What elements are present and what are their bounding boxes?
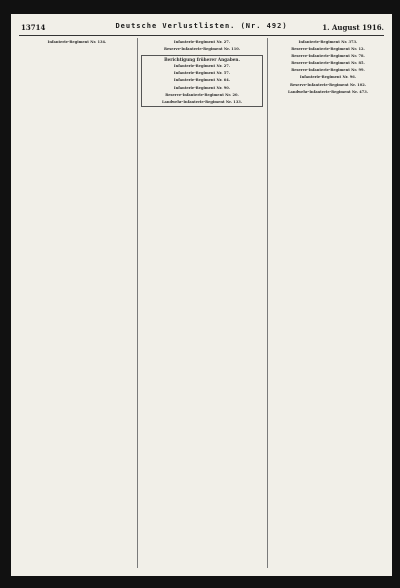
column-divider (267, 38, 268, 568)
column-middle (141, 38, 263, 570)
column-divider (137, 38, 138, 568)
page-header (11, 14, 392, 36)
newspaper-page (11, 14, 392, 576)
column-right (271, 38, 385, 570)
section-heading: Landwehr-Infanterie-Regiment Nr. 473. (288, 89, 368, 94)
section-heading: Reserve-Infanterie-Regiment Nr. 102. (290, 82, 366, 87)
section-heading: Infanterie-Regiment Nr. 373. (298, 40, 358, 44)
page-title: Deutsche Verlustlisten. (Nr. 492) (115, 22, 288, 30)
section-heading: Infanterie-Regiment Nr. 64. (173, 78, 231, 83)
section-heading: Landwehr-Infanterie-Regiment Nr. 133. (162, 99, 242, 104)
section-heading: Infanterie-Regiment Nr. 134. (47, 40, 107, 44)
correction-box (141, 55, 263, 107)
section-heading: Infanterie-Regiment Nr. 90. (173, 85, 231, 90)
correction-box-title: Berichtigung früherer Angaben. (164, 57, 240, 63)
section-heading: Reserve-Infanterie-Regiment Nr. 99. (291, 68, 365, 73)
page-number: 13714 (21, 23, 46, 32)
section-heading: Infanterie-Regiment Nr. 27. (173, 64, 231, 69)
section-heading: Reserve-Infanterie-Regiment Nr. 12. (291, 47, 365, 52)
section-heading: Reserve-Infanterie-Regiment Nr. 78. (291, 54, 365, 59)
section-heading: Infanterie-Regiment Nr. 57. (173, 71, 231, 76)
section-heading: Reserve-Infanterie-Regiment Nr. 20. (165, 92, 239, 97)
section-heading: Infanterie-Regiment Nr. 96. (299, 75, 357, 80)
section-heading: Reserve-Infanterie-Regiment Nr. 85. (291, 61, 365, 66)
column-left (21, 38, 133, 570)
section-heading: Reserve-Infanterie-Regiment Nr. 110. (164, 47, 240, 52)
section-heading: Infanterie-Regiment Nr. 27. (173, 40, 231, 44)
header-rule (19, 35, 384, 36)
page-date: 1. August 1916. (322, 23, 384, 32)
